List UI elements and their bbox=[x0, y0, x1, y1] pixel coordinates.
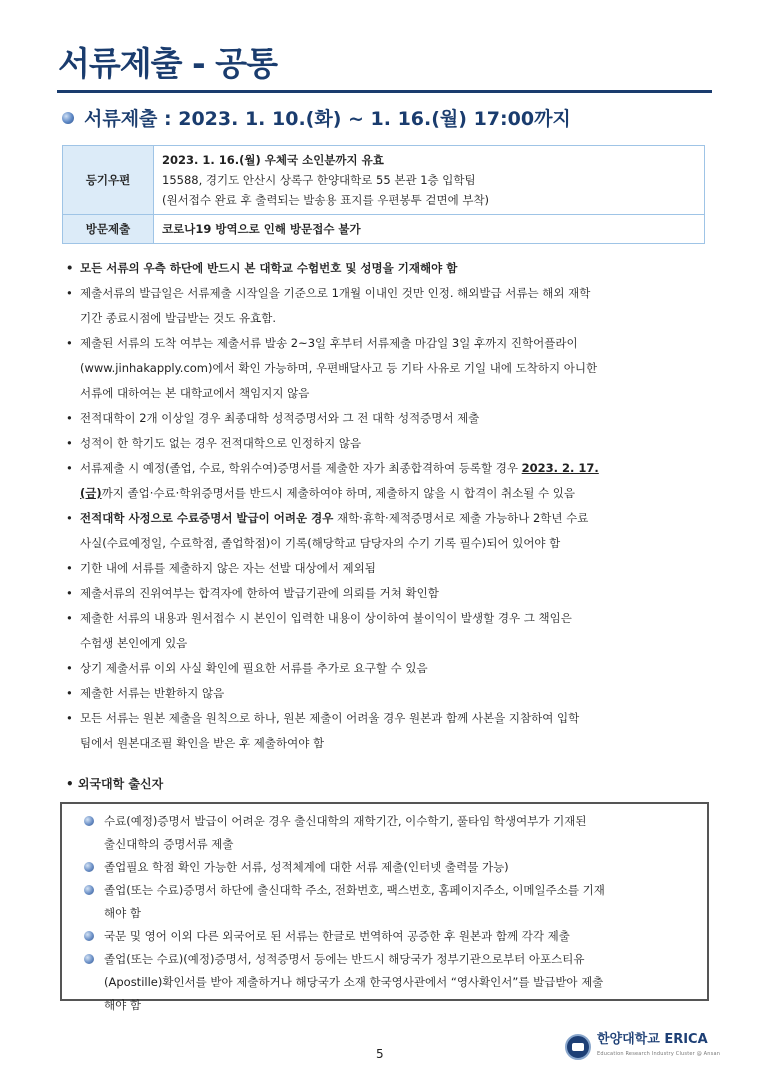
title-divider bbox=[57, 90, 712, 93]
list-item: • 전적대학이 2개 이상일 경우 최종대학 성적증명서와 그 전 대학 성적증명서 제출 bbox=[66, 406, 711, 431]
foreign-section-heading: • 외국대학 출신자 bbox=[66, 775, 163, 792]
registration-deadline: 2023. 2. 17. bbox=[521, 461, 599, 475]
list-item: • 제출한 서류는 반환하지 않음 bbox=[66, 681, 711, 706]
mail-deadline: 2023. 1. 16.(월) 우체국 소인분까지 유효 bbox=[162, 153, 384, 167]
list-item: • 기한 내에 서류를 제출하지 않은 자는 선발 대상에서 제외됨 bbox=[66, 556, 711, 581]
list-item bbox=[66, 506, 711, 556]
logo-tagline: Education Research Industry Cluster @ Ansan bbox=[597, 1051, 721, 1057]
list-item bbox=[84, 948, 695, 1017]
list-item-line: 사실(수료예정일, 수료학점, 졸업학점)이 기록(해당학교 담당자의 수기 기록 필수)되어 있어야 함 bbox=[80, 536, 561, 550]
list-item-line: • 제출된 서류의 도착 여부는 제출서류 발송 2~3일 후부터 서류제출 마감일 3일 후까지 진학어플라이 bbox=[80, 336, 578, 350]
row-content-mail bbox=[154, 146, 705, 215]
notes-list bbox=[66, 256, 711, 756]
list-item-line: 팀에서 원본대조필 확인을 받은 후 제출하여야 함 bbox=[80, 736, 325, 750]
row-header-mail: 등기우편 bbox=[63, 146, 154, 215]
list-item-text: 서류제출 시 예정(졸업, 수료, 학위수여)증명서를 제출한 자가 최종합격하여 등록할 경우 bbox=[80, 461, 522, 475]
list-item-line: 기간 종료시점에 발급받는 것도 유효함. bbox=[80, 311, 277, 325]
list-item-line bbox=[80, 506, 711, 531]
row-header-visit: 방문제출 bbox=[63, 215, 154, 244]
list-item bbox=[84, 879, 695, 925]
list-item bbox=[66, 706, 711, 756]
bullet-icon bbox=[62, 112, 74, 124]
table-row bbox=[63, 146, 705, 215]
mail-note: (원서접수 완료 후 출력되는 발송용 표지를 우편봉투 겉면에 부착) bbox=[162, 193, 490, 207]
bullet-icon bbox=[84, 931, 94, 941]
list-item bbox=[66, 331, 711, 406]
bullet-icon bbox=[84, 885, 94, 895]
bullet-icon bbox=[84, 816, 94, 826]
list-item-text: 재학·휴학·제적증명서로 제출 가능하나 2학년 수료 bbox=[333, 511, 589, 525]
list-item-line bbox=[80, 481, 711, 506]
university-seal-icon bbox=[565, 1034, 591, 1060]
submission-period-text: 서류제출 : 2023. 1. 10.(화) ~ 1. 16.(월) 17:00까지 bbox=[84, 108, 571, 130]
list-item-line: 수료(예정)증명서 발급이 어려운 경우 출신대학의 재학기간, 이수학기, 풀타임 학생여부가 기재된 bbox=[104, 814, 587, 828]
list-item-text: 까지 졸업·수료·학위증명서를 반드시 제출하여야 하며, 제출하지 않을 시 합격이 취소될 수 있음 bbox=[101, 486, 575, 500]
page-title: 서류제출 - 공통 bbox=[58, 44, 277, 83]
list-item-line: 국문 및 영어 이외 다른 외국어로 된 서류는 한글로 번역하여 공증한 후 원본과 함께 각각 제출 bbox=[104, 929, 570, 943]
list-item: • 상기 제출서류 이외 사실 확인에 필요한 서류를 추가로 요구할 수 있음 bbox=[66, 656, 711, 681]
registration-deadline-day: (금) bbox=[80, 486, 102, 500]
submission-period-heading bbox=[62, 104, 571, 131]
row-content-visit: 코로나19 방역으로 인해 방문접수 불가 bbox=[154, 215, 705, 244]
list-item bbox=[66, 281, 711, 331]
list-item-emphasis: 전적대학 사정으로 수료증명서 발급이 어려운 경우 bbox=[80, 511, 334, 525]
list-item bbox=[84, 856, 695, 879]
list-item-line: 수험생 본인에게 있음 bbox=[80, 636, 188, 650]
list-item: • 모든 서류의 우측 하단에 반드시 본 대학교 수험번호 및 성명을 기재해야 함 bbox=[66, 256, 711, 281]
list-item-line: (www.jinhakapply.com)에서 확인 가능하며, 우편배달사고 등 기타 사유로 기일 내에 도착하지 아니한 bbox=[80, 361, 598, 375]
list-item bbox=[66, 606, 711, 656]
list-item-line: 졸업(또는 수료)(예정)증명서, 성적증명서 등에는 반드시 해당국가 정부기관으로부터 아포스티유 bbox=[104, 952, 585, 966]
list-item: • 성적이 한 학기도 없는 경우 전적대학으로 인정하지 않음 bbox=[66, 431, 711, 456]
list-item bbox=[66, 456, 711, 506]
university-logo bbox=[565, 1033, 720, 1061]
list-item-line: • 모든 서류는 원본 제출을 원칙으로 하나, 원본 제출이 어려울 경우 원본과 함께 사본을 지참하여 입학 bbox=[80, 711, 580, 725]
table-row bbox=[63, 215, 705, 244]
list-item-line: (Apostille)확인서를 받아 제출하거나 해당국가 소재 한국영사관에서 “영사확인서”를 발급받아 제출 bbox=[104, 975, 604, 989]
list-item: • 제출서류의 진위여부는 합격자에 한하여 발급기관에 의뢰를 거쳐 확인함 bbox=[66, 581, 711, 606]
bullet-icon bbox=[84, 862, 94, 872]
list-item-line: • 제출한 서류의 내용과 원서접수 시 본인이 입력한 내용이 상이하여 불이익이 발생할 경우 그 책임은 bbox=[80, 611, 572, 625]
list-item bbox=[84, 925, 695, 948]
list-item-line bbox=[80, 456, 711, 481]
list-item bbox=[84, 810, 695, 856]
bullet-icon bbox=[84, 954, 94, 964]
list-item-line: 졸업(또는 수료)증명서 하단에 출신대학 주소, 전화번호, 팩스번호, 홈페이지주소, 이메일주소를 기재 bbox=[104, 883, 605, 897]
foreign-requirements-box bbox=[60, 802, 709, 1012]
mail-address: 15588, 경기도 안산시 상록구 한양대학로 55 본관 1층 입학팀 bbox=[162, 173, 476, 187]
submission-method-table bbox=[62, 145, 705, 244]
list-item-line: 졸업필요 학점 확인 가능한 서류, 성적체계에 대한 서류 제출(인터넷 출력물 가능) bbox=[104, 860, 509, 874]
logo-text bbox=[597, 1033, 720, 1061]
page-number: 5 bbox=[376, 1047, 384, 1061]
list-item-line: 해야 함 bbox=[104, 906, 141, 920]
list-item-line: 출신대학의 증명서류 제출 bbox=[104, 837, 234, 851]
list-item-line: 서류에 대하여는 본 대학교에서 책임지지 않음 bbox=[80, 386, 310, 400]
list-item-line: 해야 함 bbox=[104, 998, 141, 1012]
logo-name: 한양대학교 ERICA bbox=[597, 1032, 708, 1047]
list-item-line: • 제출서류의 발급일은 서류제출 시작일을 기준으로 1개월 이내인 것만 인정. 해외발급 서류는 해외 재학 bbox=[80, 286, 591, 300]
